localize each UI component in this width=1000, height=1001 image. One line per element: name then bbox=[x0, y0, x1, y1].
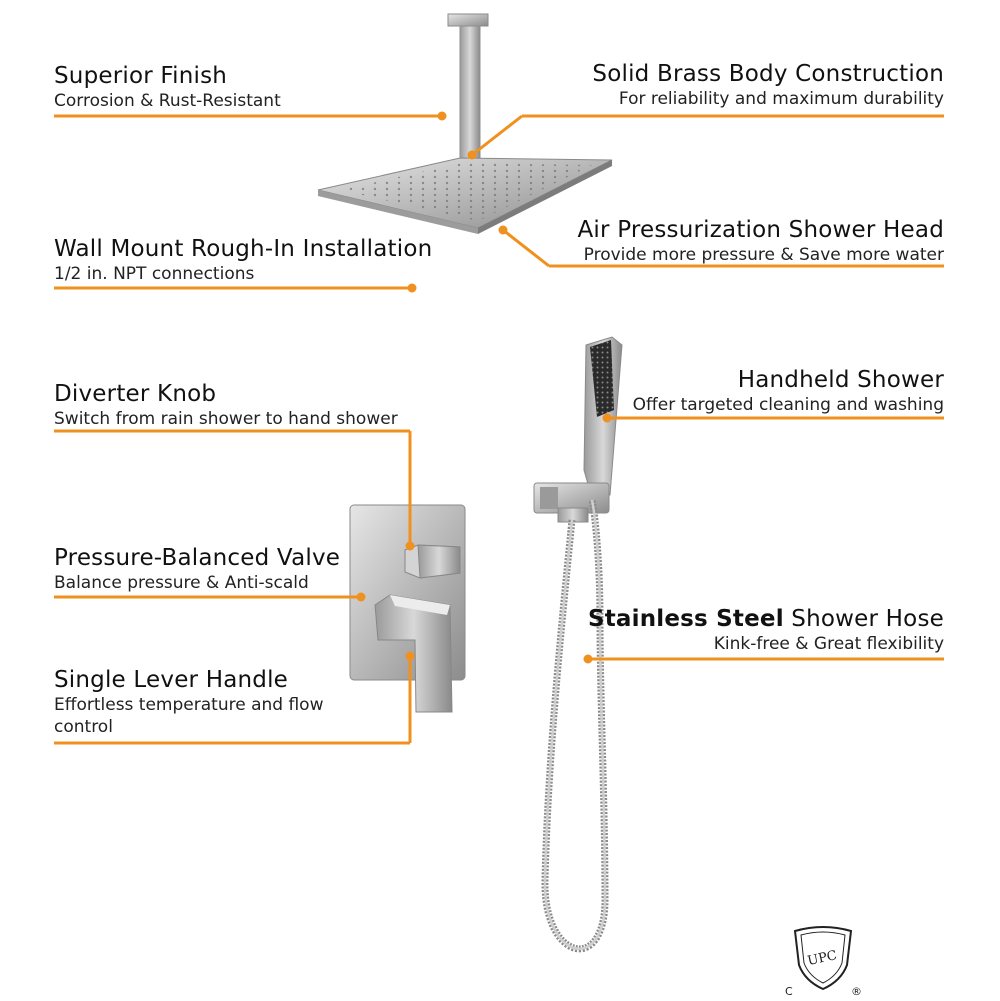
callout-title: Pressure-Balanced Valve bbox=[54, 545, 341, 571]
callout-subtitle: Corrosion & Rust-Resistant bbox=[54, 91, 281, 111]
callout-subtitle: Provide more pressure & Save more water bbox=[583, 245, 944, 265]
callout-pressure-valve bbox=[54, 544, 340, 594]
callout-title: Single Lever Handle bbox=[54, 667, 289, 693]
callout-subtitle: Switch from rain shower to hand shower bbox=[54, 409, 398, 429]
callout-title: Handheld Shower bbox=[737, 367, 944, 393]
callout-superior-finish bbox=[54, 62, 281, 112]
callout-title-rest: Shower Hose bbox=[783, 606, 944, 632]
callout-title: Solid Brass Body Construction bbox=[592, 61, 944, 87]
registered-mark: ® bbox=[851, 985, 862, 997]
rain-shower-head bbox=[318, 158, 612, 234]
callout-subtitle: 1/2 in. NPT connections bbox=[54, 264, 255, 284]
callout-subtitle: Offer targeted cleaning and washing bbox=[632, 395, 944, 415]
callout-title bbox=[588, 605, 944, 633]
callout-title: Superior Finish bbox=[54, 63, 228, 89]
callout-subtitle: Balance pressure & Anti-scald bbox=[54, 573, 309, 593]
callout-title: Diverter Knob bbox=[54, 381, 217, 407]
callout-subtitle: Kink-free & Great flexibility bbox=[713, 634, 944, 654]
upc-c-text: C bbox=[785, 985, 793, 997]
callout-subtitle: For reliability and maximum durability bbox=[618, 89, 944, 109]
callout-wall-mount bbox=[54, 235, 432, 285]
callout-handheld-shower bbox=[633, 366, 944, 416]
callout-shower-hose bbox=[588, 605, 944, 655]
callout-diverter-knob bbox=[54, 380, 398, 430]
handheld-shower bbox=[534, 337, 622, 522]
callout-air-pressurization bbox=[578, 216, 945, 266]
upc-mark-text: UPC bbox=[806, 948, 839, 969]
callout-title: Wall Mount Rough-In Installation bbox=[54, 236, 433, 262]
ceiling-arm bbox=[448, 14, 488, 161]
callout-subtitle: Effortless temperature and flow control bbox=[54, 695, 324, 737]
upc-certification-badge bbox=[783, 925, 863, 1001]
callout-title-bold: Stainless Steel bbox=[587, 606, 784, 632]
callout-title: Air Pressurization Shower Head bbox=[577, 217, 944, 243]
callout-lever-handle bbox=[54, 666, 384, 738]
callout-brass-body bbox=[592, 60, 944, 110]
